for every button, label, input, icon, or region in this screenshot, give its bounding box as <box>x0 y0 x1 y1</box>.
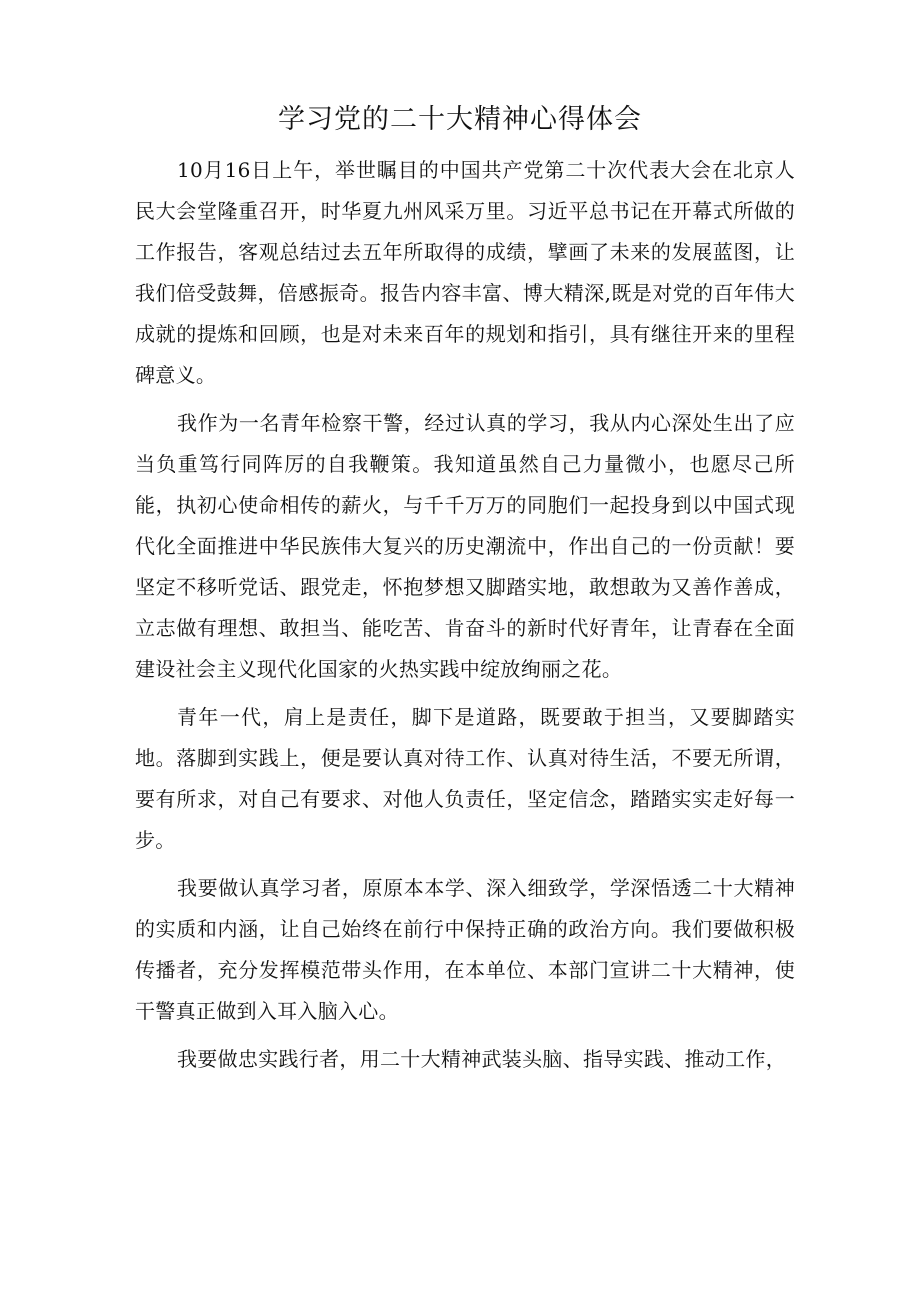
paragraph-1: 10月16日上午，举世瞩目的中国共产党第二十次代表大会在北京人民大会堂隆重召开，时华夏九州风采万里。习近平总书记在开幕式所做的工作报告，客观总结过去五年所取得的成绩，擘画了未来的发展蓝图，让我们倍受鼓舞，倍感振奇。报告内容丰富、博大精深,既是对党的百年伟大成就的提炼和回顾，也是对未来百年的规划和指引，具有继往开来的里程碑意义。 <box>135 158 795 387</box>
paragraph-4: 我要做认真学习者，原原本本学、深入细致学，学深悟透二十大精神的实质和内涵，让自己始终在前行中保持正确的政治方向。我们要做积极传播者，充分发挥模范带头作用，在本单位、本部门宣讲二十大精神，使干警真正做到入耳入脑入心。 <box>135 876 795 1023</box>
paragraph-5: 我要做忠实践行者，用二十大精神武装头脑、指导实践、推动工作， <box>177 1047 786 1071</box>
paragraph-3: 青年一代，肩上是责任，脚下是道路，既要敢于担当，又要脚踏实地。落脚到实践上，便是要认真对待工作、认真对待生活，不要无所谓，要有所求，对自己有要求、对他人负责任，坚定信念，踏踏实实走好每一步。 <box>135 705 795 852</box>
paragraph-2: 我作为一名青年检察干警，经过认真的学习，我从内心深处生出了应当负重笃行同阵厉的自我鞭策。我知道虽然自己力量微小，也愿尽己所能，执初心使命相传的薪火，与千千万万的同胞们一起投身到以中国式现代化全面推进中华民族伟大复兴的历史潮流中，作出自己的一份贡献！要坚定不移听党话、跟党走，怀抱梦想又脚踏实地，敢想敢为又善作善成，立志做有理想、敢担当、能吃苦、肯奋斗的新时代好青年，让青春在全面建设社会主义现代化国家的火热实践中绽放绚丽之花。 <box>135 411 795 681</box>
document-body <box>135 150 795 1080</box>
document-title: 学习党的二十大精神心得体会 <box>278 104 642 135</box>
